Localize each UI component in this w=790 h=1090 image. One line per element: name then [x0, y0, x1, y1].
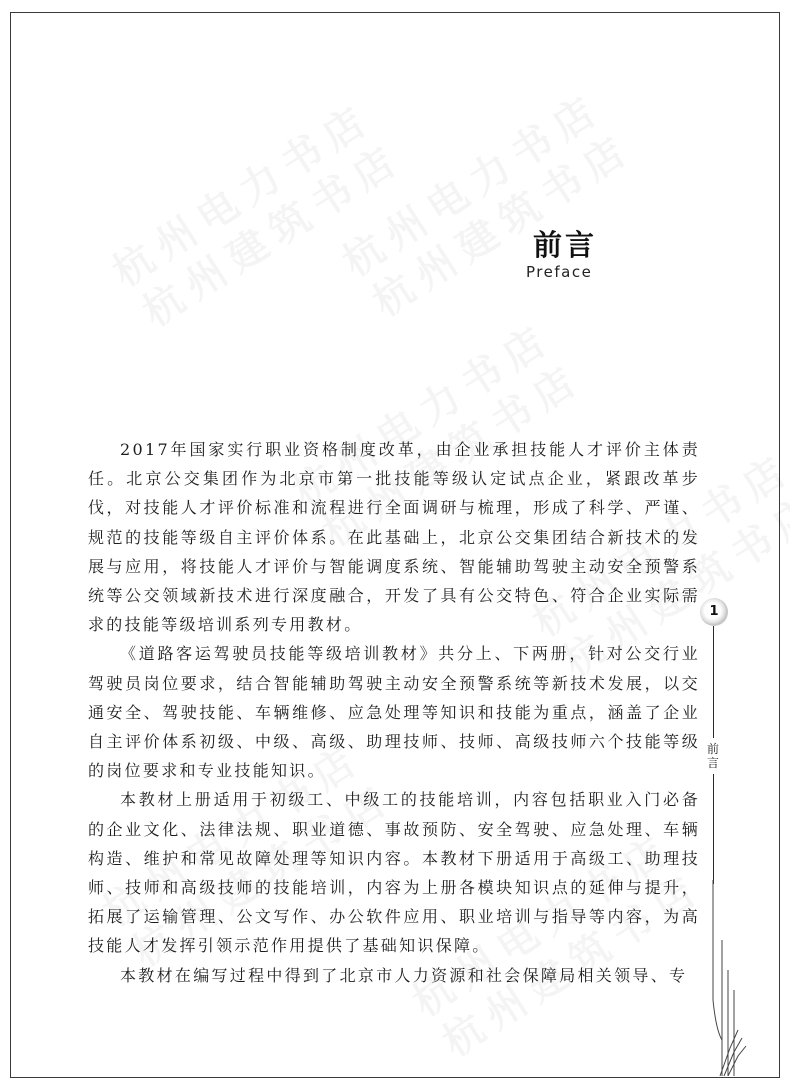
paragraph: 本教材在编写过程中得到了北京市人力资源和社会保障局相关领导、专	[120, 965, 688, 985]
preface-body	[88, 435, 700, 990]
page-title: 前言	[533, 228, 598, 262]
page-number-badge: 1	[700, 598, 728, 626]
decorative-lines	[700, 880, 750, 1076]
side-section-label: 前言	[706, 742, 719, 770]
paragraph: 2017年国家实行职业资格制度改革，由企业承担技能人才评价主体责任。北京公交集团作为北京市第一批技能等级认定试点企业，紧跟改革步伐，对技能人才评价标准和流程进行全面调研与梳理，形成了科学、严谨、规范的技能等级自主评价体系。在此基础上，北京公交集团结合新技术的发展与应用，将技能人才评价与智能调度系统、智能辅助驾驶主动安全预警系统等公交领域新技术进行深度融合，开发了具有公交特色、符合企业实际需求的技能等级培训系列专用教材。	[88, 440, 700, 635]
side-divider	[713, 774, 714, 884]
page-subtitle: Preface	[526, 263, 593, 281]
paragraph: 《道路客运驾驶员技能等级培训教材》共分上、下两册，针对公交行业驾驶员岗位要求，结合智能辅助驾驶主动安全预警系统等新技术发展，以交通安全、驾驶技能、车辆维修、应急处理等知识和技能为重点，涵盖了企业自主评价体系初级、中级、高级、助理技师、技师、高级技师六个技能等级的岗位要求和专业技能知识。	[88, 644, 700, 781]
paragraph: 本教材上册适用于初级工、中级工的技能培训，内容包括职业入门必备的企业文化、法律法规、职业道德、事故预防、安全驾驶、应急处理、车辆构造、维护和常见故障处理等知识内容。本教材下册适用于高级工、助理技师、技师和高级技师的技能培训，内容为上册各模块知识点的延伸与提升，拓展了运输管理、公文写作、办公软件应用、职业培训与指导等内容，为高技能人才发挥引领示范作用提供了基础知识保障。	[88, 790, 700, 956]
side-divider	[713, 626, 714, 738]
